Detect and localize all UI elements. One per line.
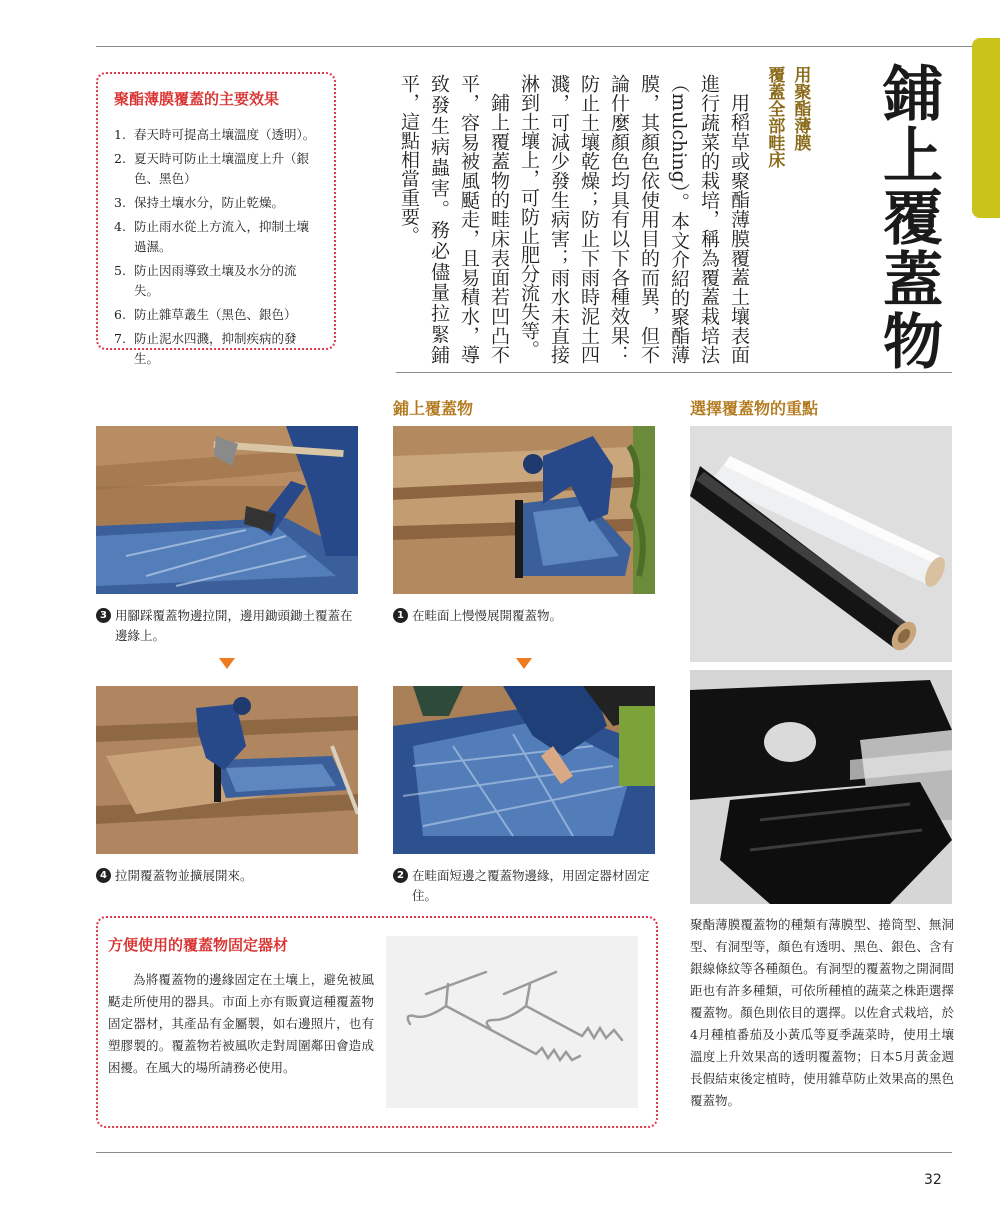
item-number: 7.: [114, 331, 126, 346]
effects-box: [96, 72, 336, 366]
step-number: 3: [96, 608, 111, 623]
selection-text: 聚酯薄膜覆蓋物的種類有薄膜型、捲筒型、無洞型、有洞型等，顏色有透明、黑色、銀色、含有銀線條紋等各種顏色。有洞型的覆蓋物之開洞間距也有許多種類，可依所種植的蔬菜之株距選擇覆蓋物。顏色則依目的選擇。以佐倉式栽培，於4月種植番茄及小黃瓜等夏季蔬菜時，使用土壤溫度上升效果高的透明覆蓋物；日本5月黃金週長假結束後定植時，使用雜草防止效果高的黑色覆蓋物。: [690, 917, 954, 1108]
top-rule: [96, 46, 1000, 47]
item-text: 防止泥水四濺，抑制疾病的發生。: [134, 331, 297, 366]
caption-text: 拉開覆蓋物並擴展開來。: [115, 868, 253, 883]
fixture-text: 為將覆蓋物的邊緣固定在土壤上，避免被風颳走所使用的器具。市面上亦有販賣這種覆蓋物固定器材，其產品有金屬製，如右邊照片，也有塑膠製的。覆蓋物若被風吹走對周圍鄰田會造成困擾。在風大的場所請務必使用。: [108, 972, 374, 1075]
arrow-down-icon: [516, 658, 532, 669]
caption-step-3: [96, 606, 362, 646]
effects-box-title: 聚酯薄膜覆蓋的主要效果: [114, 90, 280, 108]
item-number: 5.: [114, 263, 126, 278]
bottom-rule: [96, 1152, 952, 1153]
photo-step-4: [96, 686, 358, 854]
list-item: [114, 261, 318, 301]
step-number: 2: [393, 868, 408, 883]
caption-step-2: [393, 866, 659, 906]
caption-step-4: [96, 866, 362, 886]
item-text: 保持土壤水分，防止乾燥。: [134, 195, 285, 210]
effects-list: [114, 125, 318, 369]
item-text: 夏天時可防止土壤溫度上升（銀色、黑色）: [134, 151, 310, 186]
item-text: 防止因雨導致土壤及水分的流失。: [134, 263, 297, 298]
subtitle-line-1: 用聚酯薄膜: [790, 66, 811, 151]
item-number: 6.: [114, 307, 126, 322]
list-item: [114, 149, 318, 189]
step-number: 1: [393, 608, 408, 623]
intro-paragraph: 用稻草或聚酯薄膜覆蓋土壤表面進行蔬菜的栽培，稱為覆蓋栽培法（mulching）。本文介紹的聚酯薄膜，其顏色依使用目的而異，但不論什麼顏色均具有以下各種效果：防止土壤乾燥；防止下雨時泥土四濺，可減少發生病害；雨水未直接淋到土壤上，可防止肥分流失等。: [518, 74, 750, 364]
photo-step-3: [96, 426, 358, 594]
item-text: 防止雨水從上方流入，抑制土壤過濕。: [134, 219, 310, 254]
list-item: [114, 125, 318, 145]
step-number: 4: [96, 868, 111, 883]
mid-rule: [396, 372, 952, 373]
page-number: 32: [924, 1172, 942, 1188]
caption-text: 在畦面上慢慢展開覆蓋物。: [412, 608, 563, 623]
item-number: 4.: [114, 219, 126, 234]
item-text: 防止雜草叢生（黑色、銀色）: [134, 307, 297, 322]
photo-fixture-pins: [386, 936, 638, 1108]
caption-text: 在畦面短邊之覆蓋物邊緣，用固定器材固定住。: [412, 868, 650, 903]
page-title: 鋪上覆蓋物: [873, 62, 943, 372]
caption-text: 用腳踩覆蓋物邊拉開，邊用鋤頭鋤土覆蓋在邊緣上。: [115, 608, 353, 643]
photo-step-2: [393, 686, 655, 854]
item-number: 3.: [114, 195, 126, 210]
steps-heading: 鋪上覆蓋物: [393, 399, 474, 418]
arrow-down-icon: [219, 658, 235, 669]
list-item: [114, 305, 318, 325]
intro-text: [398, 74, 754, 364]
intro-paragraph: 鋪上覆蓋物的畦床表面若凹凸不平，容易被風颳走，且易積水，導致發生病蟲害。務必儘量拉緊鋪平，這點相當重要。: [398, 74, 510, 364]
list-item: [114, 193, 318, 213]
selection-heading: 選擇覆蓋物的重點: [690, 399, 819, 418]
photo-step-1: [393, 426, 655, 594]
item-text: 春天時可提高土壤溫度（透明）。: [134, 127, 316, 142]
subtitle-line-2: 覆蓋全部畦床: [764, 66, 785, 168]
caption-step-1: [393, 606, 655, 626]
photo-holed-mulch: [690, 670, 952, 904]
photo-mulch-rolls: [690, 426, 952, 662]
chapter-tab: [972, 38, 1000, 218]
fixture-box-title: 方便使用的覆蓋物固定器材: [108, 936, 289, 954]
item-number: 2.: [114, 151, 126, 166]
list-item: [114, 217, 318, 257]
item-number: 1.: [114, 127, 126, 142]
list-item: [114, 329, 318, 369]
